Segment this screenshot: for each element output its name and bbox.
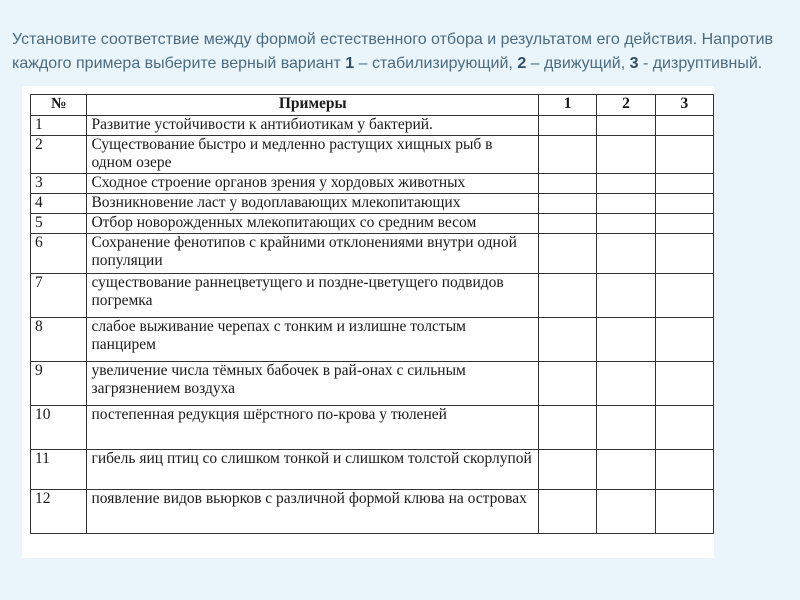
row-example: Существование быстро и медленно растущих хищных рыб в одном озере [87, 136, 539, 174]
answer-cell-option-3[interactable] [655, 406, 713, 450]
answer-cell-option-1[interactable] [539, 406, 597, 450]
matching-table [30, 94, 714, 534]
answer-cell-option-2[interactable] [597, 234, 655, 274]
row-example: Сходное строение органов зрения у хордовых животных [87, 174, 539, 194]
answer-cell-option-2[interactable] [597, 274, 655, 318]
table-row [31, 450, 714, 490]
table-row [31, 194, 714, 214]
row-number: 8 [31, 318, 87, 362]
row-number: 7 [31, 274, 87, 318]
answer-cell-option-1[interactable] [539, 450, 597, 490]
table-row [31, 136, 714, 174]
answer-cell-option-3[interactable] [655, 174, 713, 194]
row-number: 11 [31, 450, 87, 490]
row-example: Возникновение ласт у водоплавающих млекопитающих [87, 194, 539, 214]
table-row [31, 214, 714, 234]
table-row [31, 362, 714, 406]
answer-cell-option-2[interactable] [597, 490, 655, 534]
answer-cell-option-3[interactable] [655, 490, 713, 534]
row-example: гибель яиц птиц со слишком тонкой и слишком толстой скорлупой [87, 450, 539, 490]
table-row [31, 174, 714, 194]
answer-cell-option-1[interactable] [539, 116, 597, 136]
header-option-3: 3 [655, 95, 713, 116]
answer-cell-option-1[interactable] [539, 234, 597, 274]
row-example: Сохранение фенотипов с крайними отклонениями внутри одной популяции [87, 234, 539, 274]
row-number: 5 [31, 214, 87, 234]
instruction-text: Установите соответствие между формой естественного отбора и результатом его действия. Напротив каждого примера выберите верный вариант 1 – стабилизирующий, 2 – движущий, 3 - дизруптивный. [12, 31, 774, 72]
answer-cell-option-3[interactable] [655, 214, 713, 234]
row-example: слабое выживание черепах с тонким и излишне толстым панцирем [87, 318, 539, 362]
answer-cell-option-1[interactable] [539, 214, 597, 234]
table-row [31, 234, 714, 274]
row-example: Отбор новорожденных млекопитающих со средним весом [87, 214, 539, 234]
answer-cell-option-2[interactable] [597, 194, 655, 214]
header-option-2: 2 [597, 95, 655, 116]
table-row [31, 274, 714, 318]
row-example: существование раннецветущего и поздне-цветущего подвидов погремка [87, 274, 539, 318]
row-example: появление видов вьюрков с различной формой клюва на островах [87, 490, 539, 534]
answer-cell-option-3[interactable] [655, 318, 713, 362]
row-example: постепенная редукция шёрстного по-крова у тюленей [87, 406, 539, 450]
answer-cell-option-3[interactable] [655, 450, 713, 490]
answer-cell-option-3[interactable] [655, 362, 713, 406]
row-example: увеличение числа тёмных бабочек в рай-онах с сильным загрязнением воздуха [87, 362, 539, 406]
header-examples: Примеры [87, 95, 539, 116]
table-row [31, 116, 714, 136]
row-number: 2 [31, 136, 87, 174]
answer-cell-option-2[interactable] [597, 318, 655, 362]
answer-cell-option-2[interactable] [597, 406, 655, 450]
answer-cell-option-1[interactable] [539, 174, 597, 194]
answer-cell-option-2[interactable] [597, 214, 655, 234]
worksheet-image [22, 86, 714, 558]
answer-cell-option-1[interactable] [539, 274, 597, 318]
answer-cell-option-2[interactable] [597, 136, 655, 174]
table-row [31, 490, 714, 534]
row-number: 4 [31, 194, 87, 214]
answer-cell-option-2[interactable] [597, 174, 655, 194]
header-number: № [31, 95, 87, 116]
answer-cell-option-1[interactable] [539, 490, 597, 534]
row-number: 12 [31, 490, 87, 534]
table-row [31, 318, 714, 362]
answer-cell-option-3[interactable] [655, 274, 713, 318]
answer-cell-option-1[interactable] [539, 318, 597, 362]
answer-cell-option-1[interactable] [539, 362, 597, 406]
answer-cell-option-1[interactable] [539, 136, 597, 174]
row-number: 3 [31, 174, 87, 194]
header-option-1: 1 [539, 95, 597, 116]
answer-cell-option-3[interactable] [655, 194, 713, 214]
answer-cell-option-3[interactable] [655, 234, 713, 274]
answer-cell-option-3[interactable] [655, 116, 713, 136]
row-example: Развитие устойчивости к антибиотикам у бактерий. [87, 116, 539, 136]
row-number: 1 [31, 116, 87, 136]
row-number: 10 [31, 406, 87, 450]
row-number: 9 [31, 362, 87, 406]
table-header-row [31, 95, 714, 116]
answer-cell-option-1[interactable] [539, 194, 597, 214]
table-row [31, 406, 714, 450]
answer-cell-option-2[interactable] [597, 362, 655, 406]
answer-cell-option-2[interactable] [597, 116, 655, 136]
row-number: 6 [31, 234, 87, 274]
answer-cell-option-2[interactable] [597, 450, 655, 490]
answer-cell-option-3[interactable] [655, 136, 713, 174]
